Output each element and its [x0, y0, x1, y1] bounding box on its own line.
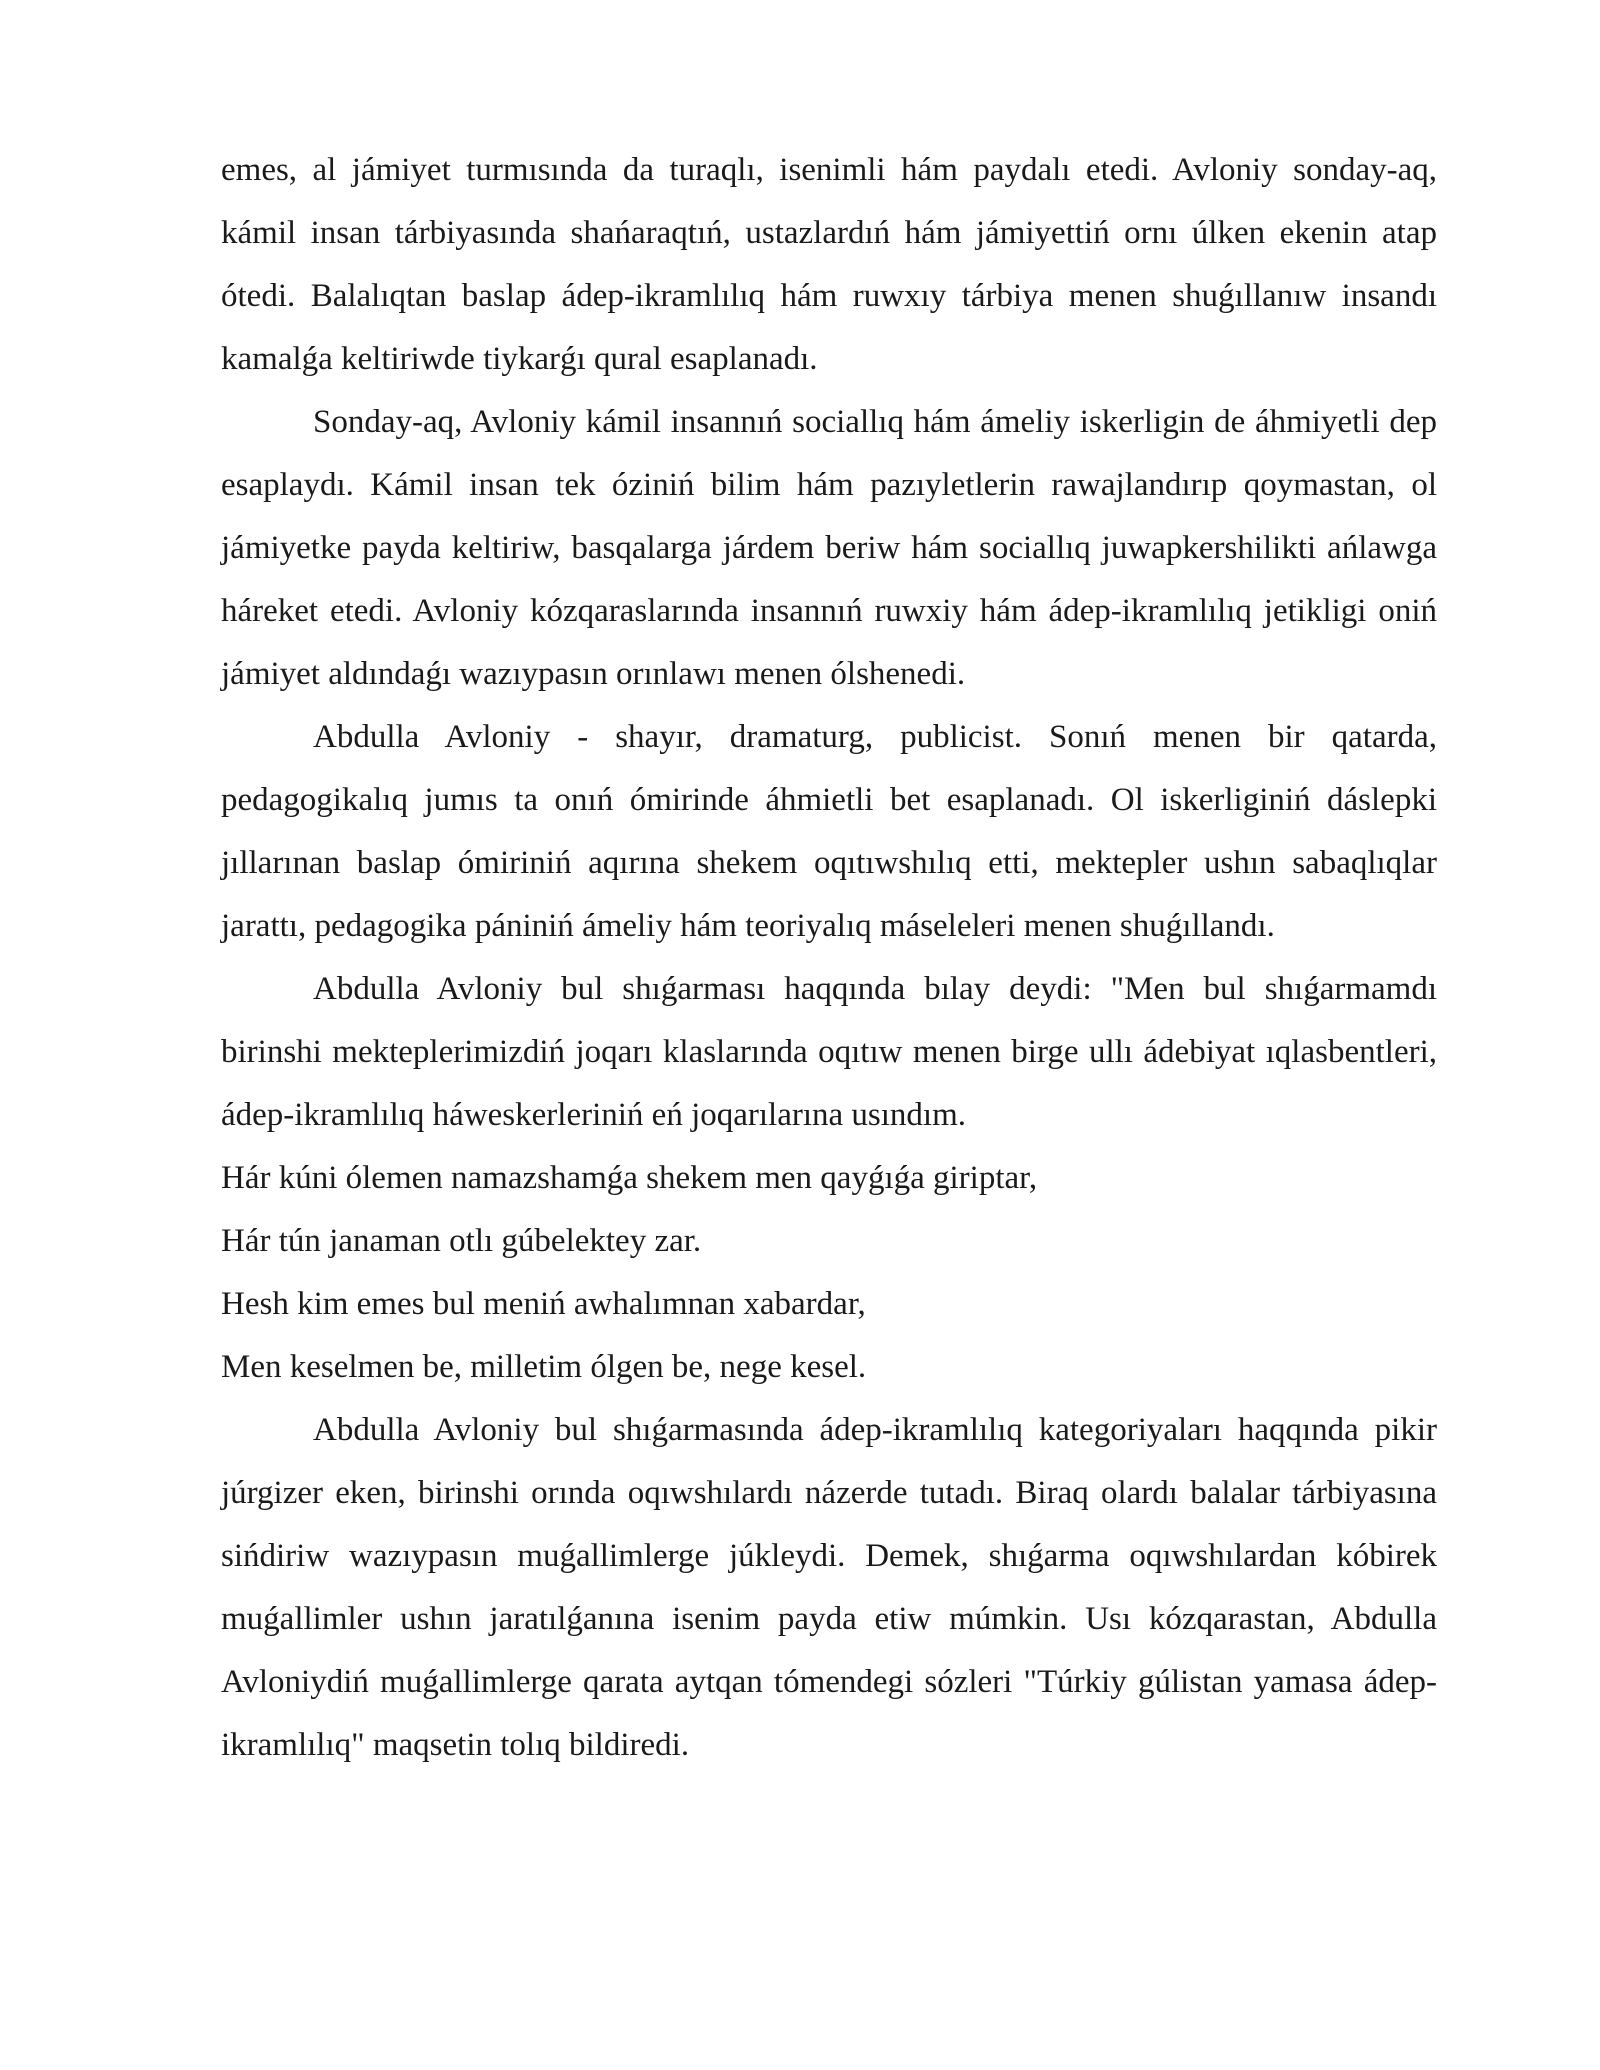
verse-line-1: Hár kúni ólemen namazshamǵa shekem men qayǵıǵa giriptar,: [221, 1160, 1038, 1196]
paragraph-2: Sonday-aq, Avloniy kámil insannıń sociallıq hám ámeliy iskerligin de áhmiyetli dep esaplaydı. Kámil insan tek óziniń bilim hám pazıyletlerin rawajlandırıp qoymastan, ol jámiyetke payda keltiriw, basqalarga járdem beriw hám sociallıq juwapkershilikti ańlawga háreket etedi. Avloniy kózqaraslarında insannıń ruwxiy hám ádep-ikramlılıq jetikligi oniń jámiyet aldındaǵı wazıypasın orınlawı menen ólshenedi.: [221, 404, 1437, 692]
paragraph-1: emes, al jámiyet turmısında da turaqlı, isenimli hám paydalı etedi. Avloniy sonday-aq, kámil insan tárbiyasında shańaraqtıń, ustazlardıń hám jámiyettiń ornı úlken ekenin atap ótedi. Balalıqtan baslap ádep-ikramlılıq hám ruwxıy tárbiya menen shuǵıllanıw insandı kamalǵa keltiriwde tiykarǵı qural esaplanadı.: [221, 152, 1437, 377]
verse-line-2: Hár tún janaman otlı gúbelektey zar.: [221, 1223, 702, 1259]
closing-paragraph: Abdulla Avloniy bul shıǵarmasında ádep-ikramlılıq kategoriyaları haqqında pikir júrgizer eken, birinshi orında oqıwshılardı názerde tutadı. Biraq olardı balalar tárbiyasına sińdiriw wazıypasın muǵallimlerge júkleydi. Demek, shıǵarma oqıwshılardan kóbirek muǵallimler ushın jaratılǵanına isenim payda etiw múmkin. Usı kózqarastan, Abdulla Avloniydiń muǵallimlerge qarata aytqan tómendegi sózleri "Túrkiy gúlistan yamasa ádep-ikramlılıq" maqsetin tolıq bildiredi.: [221, 1412, 1437, 1763]
verse-line-3: Hesh kim emes bul meniń awhalımnan xabardar,: [221, 1286, 866, 1322]
paragraph-3: Abdulla Avloniy - shayır, dramaturg, publicist. Sonıń menen bir qatarda, pedagogikalıq jumıs ta onıń ómirinde áhmietli bet esaplanadı. Ol iskerliginiń dáslepki jıllarınan baslap ómiriniń aqırına shekem oqıtıwshılıq etti, mektepler ushın sabaqlıqlar jarattı, pedagogika pániniń ámeliy hám teoriyalıq máseleleri menen shuǵıllandı.: [221, 719, 1437, 944]
poem-verse: [221, 1147, 1437, 1399]
paragraph-4: Abdulla Avloniy bul shıǵarması haqqında bılay deydi: "Men bul shıǵarmamdı birinshi mekteplerimizdiń joqarı klaslarında oqıtıw menen birge ullı ádebiyat ıqlasbentleri, ádep-ikramlılıq háweskerleriniń eń joqarılarına usındım.: [221, 971, 1437, 1133]
document-page: [221, 139, 1437, 1777]
verse-line-4: Men keselmen be, milletim ólgen be, nege kesel.: [221, 1349, 867, 1385]
